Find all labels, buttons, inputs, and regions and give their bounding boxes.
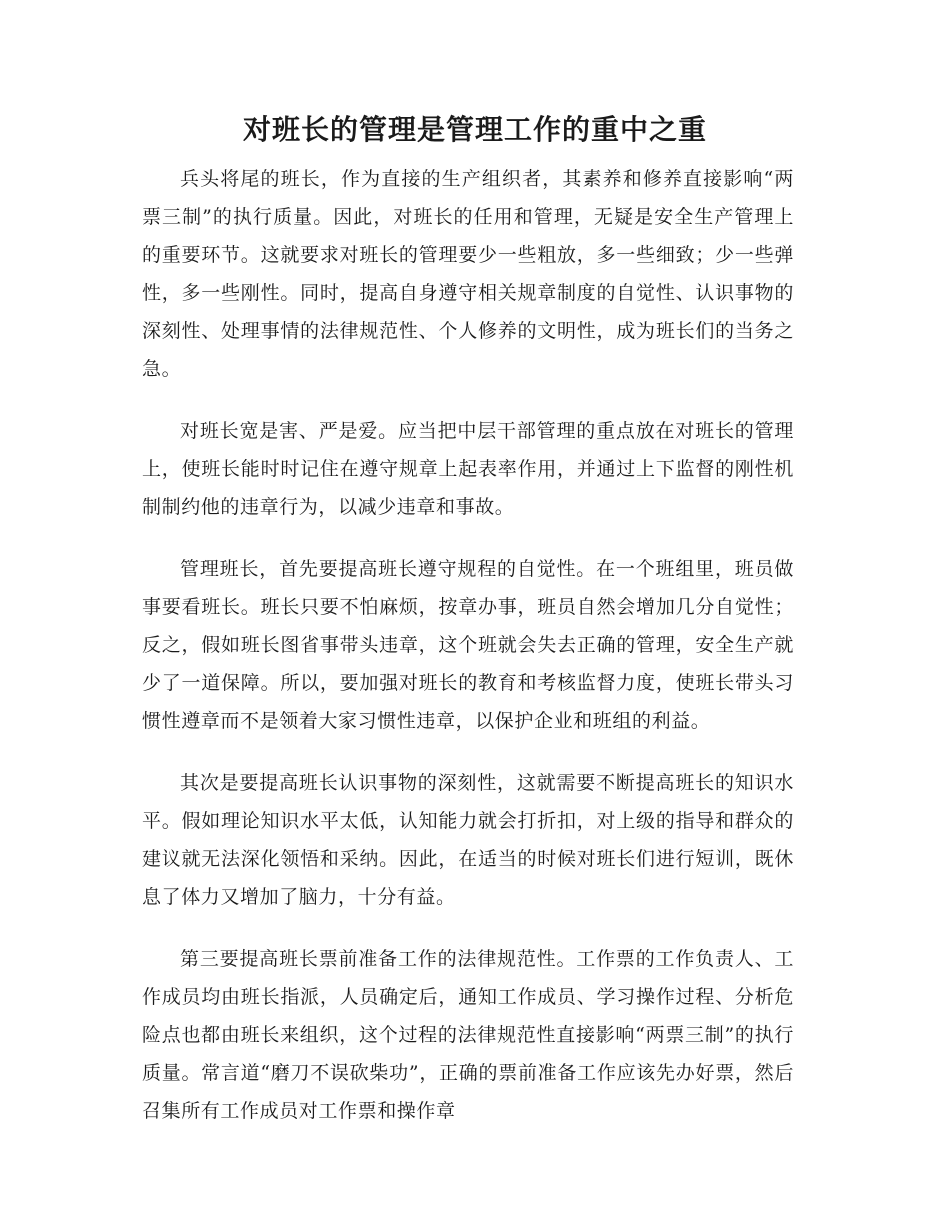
paragraph-5: 第三要提高班长票前准备工作的法律规范性。工作票的工作负责人、工作成员均由班长指派，人员确定后，通知工作成员、学习操作过程、分析危险点也都由班长来组织，这个过程的法律规范性直接影响“两票三制”的执行质量。常言道“磨刀不误砍柴功”，正确的票前准备工作应该先办好票，然后召集所有工作成员对工作票和操作章 [142, 948, 794, 1122]
paragraph-3: 管理班长，首先要提高班长遵守规程的自觉性。在一个班组里，班员做事要看班长。班长只要不怕麻烦，按章办事，班员自然会增加几分自觉性；反之，假如班长图省事带头违章，这个班就会失去正确的管理，安全生产就少了一道保障。所以，要加强对班长的教育和考核监督力度，使班长带头习惯性遵章而不是领着大家习惯性违章，以保护企业和班组的利益。 [142, 558, 794, 732]
paragraph-4: 其次是要提高班长认识事物的深刻性，这就需要不断提高班长的知识水平。假如理论知识水平太低，认知能力就会打折扣，对上级的指导和群众的建议就无法深化领悟和采纳。因此，在适当的时候对班长们进行短训，既休息了体力又增加了脑力，十分有益。 [142, 772, 794, 908]
document-body [142, 160, 794, 1154]
paragraph-1: 兵头将尾的班长，作为直接的生产组织者，其素养和修养直接影响“两票三制”的执行质量。因此，对班长的任用和管理，无疑是安全生产管理上的重要环节。这就要求对班长的管理要少一些粗放，多一些细致；少一些弹性，多一些刚性。同时，提高自身遵守相关规章制度的自觉性、认识事物的深刻性、处理事情的法律规范性、个人修养的文明性，成为班长们的当务之急。 [142, 168, 794, 380]
document-title: 对班长的管理是管理工作的重中之重 [242, 113, 707, 146]
paragraph-2: 对班长宽是害、严是爱。应当把中层干部管理的重点放在对班长的管理上，使班长能时时记住在遵守规章上起表率作用，并通过上下监督的刚性机制制约他的违章行为，以减少违章和事故。 [142, 420, 794, 518]
